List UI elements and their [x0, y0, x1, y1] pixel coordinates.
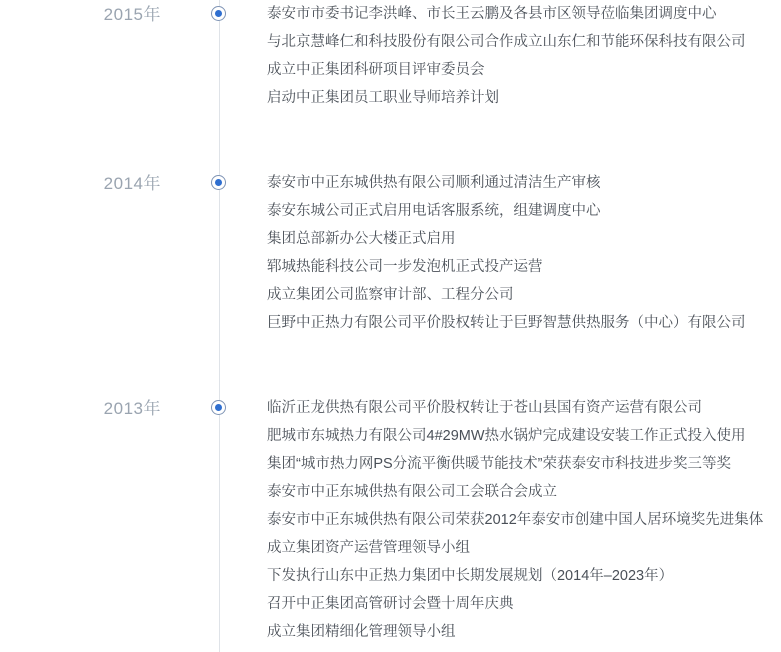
timeline-dot-icon	[211, 400, 226, 415]
timeline-dot-icon	[211, 6, 226, 21]
timeline-item-list	[219, 394, 781, 646]
timeline-item-list	[219, 0, 781, 112]
timeline-entry-2013	[0, 394, 781, 646]
list-item: 泰安市中正东城供热有限公司顺利通过清洁生产审核	[267, 175, 601, 191]
year-text: 2014年	[103, 174, 161, 193]
year-text: 2013年	[103, 399, 161, 418]
timeline-year-label	[0, 0, 219, 27]
list-item: 成立中正集团科研项目评审委员会	[267, 62, 485, 78]
list-item: 集团“城市热力网PS分流平衡供暖节能技术”荣获泰安市科技进步奖三等奖	[267, 456, 731, 472]
year-text: 2015年	[103, 5, 161, 24]
list-item: 临沂正龙供热有限公司平价股权转让于苍山县国有资产运营有限公司	[267, 400, 702, 416]
list-item: 郓城热能科技公司一步发泡机正式投产运营	[267, 259, 543, 275]
list-item: 巨野中正热力有限公司平价股权转让于巨野智慧供热服务（中心）有限公司	[267, 315, 746, 331]
list-item: 成立集团资产运营管理领导小组	[267, 540, 470, 556]
list-item: 与北京慧峰仁和科技股份有限公司合作成立山东仁和节能环保科技有限公司	[267, 34, 746, 50]
list-item: 泰安东城公司正式启用电话客服系统，组建调度中心	[267, 203, 601, 219]
timeline-entry-2014	[0, 169, 781, 337]
timeline-year-label	[0, 394, 219, 421]
list-item: 肥城市东城热力有限公司4#29MW热水锅炉完成建设安装工作正式投入使用	[267, 428, 746, 444]
list-item: 召开中正集团高管研讨会暨十周年庆典	[267, 596, 514, 612]
list-item: 集团总部新办公大楼正式启用	[267, 231, 456, 247]
list-item: 泰安市市委书记李洪峰、市长王云鹏及各县市区领导莅临集团调度中心	[267, 6, 717, 22]
timeline-item-list	[219, 169, 781, 337]
timeline-entry-2015	[0, 0, 781, 112]
list-item: 下发执行山东中正热力集团中长期发展规划（2014年–2023年）	[267, 568, 674, 584]
list-item: 启动中正集团员工职业导师培养计划	[267, 90, 499, 106]
list-item: 成立集团公司监察审计部、工程分公司	[267, 287, 514, 303]
timeline-dot-icon	[211, 175, 226, 190]
timeline-year-label	[0, 169, 219, 196]
list-item: 泰安市中正东城供热有限公司荣获2012年泰安市创建中国人居环境奖先进集体	[267, 512, 764, 528]
list-item: 成立集团精细化管理领导小组	[267, 624, 456, 640]
list-item: 泰安市中正东城供热有限公司工会联合会成立	[267, 484, 557, 500]
